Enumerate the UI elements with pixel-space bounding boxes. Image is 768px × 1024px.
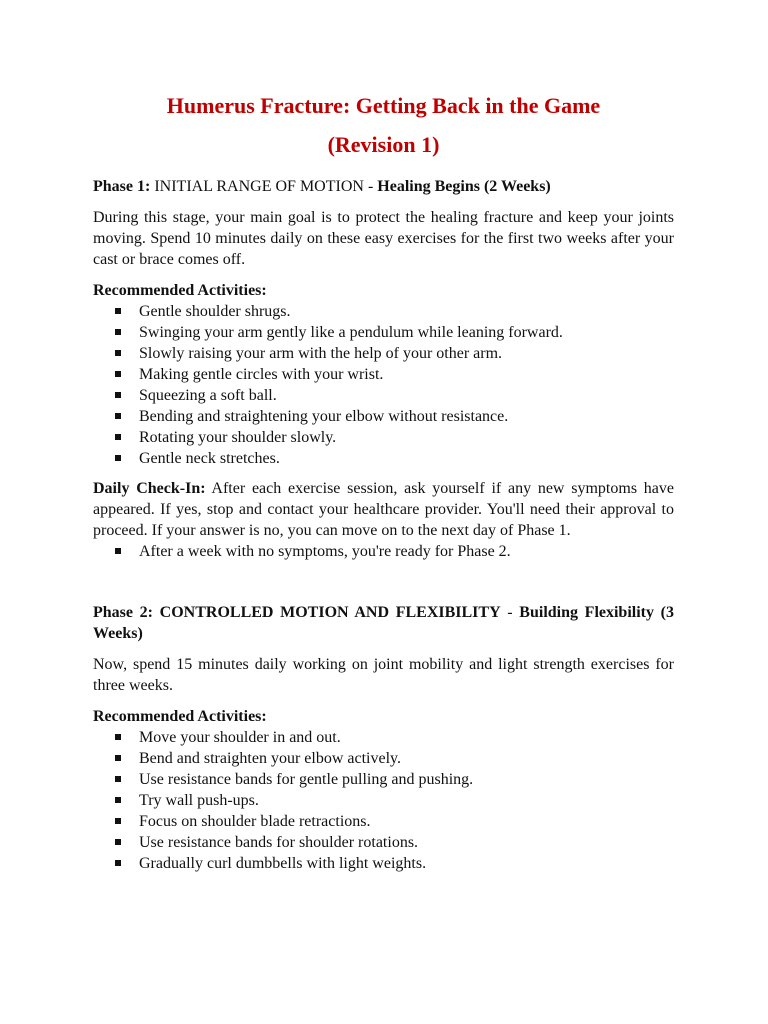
list-item: Try wall push-ups.	[93, 790, 674, 811]
list-item: Use resistance bands for gentle pulling and pushing.	[93, 769, 674, 790]
checkin-label: Daily Check-In:	[93, 480, 206, 497]
phase1-activities-list	[93, 301, 674, 469]
list-item: Bend and straighten your elbow actively.	[93, 748, 674, 769]
bullet-icon	[115, 329, 121, 335]
bullet-icon	[115, 392, 121, 398]
phase1-heading	[93, 176, 674, 197]
list-item: Gentle shoulder shrugs.	[93, 301, 674, 322]
bullet-icon	[115, 455, 121, 461]
bullet-icon	[115, 776, 121, 782]
phase2-activities-list	[93, 727, 674, 874]
phase2-activities-heading: Recommended Activities:	[93, 708, 267, 725]
document-title	[93, 86, 674, 164]
list-item: Squeezing a soft ball.	[93, 385, 674, 406]
phase2-intro: Now, spend 15 minutes daily working on joint mobility and light strength exercises for three weeks.	[93, 656, 674, 694]
list-item: Making gentle circles with your wrist.	[93, 364, 674, 385]
phase1-note-list	[93, 541, 674, 562]
checkin-text: After each exercise session, ask yourself if any new symptoms have appeared. If yes, stop and contact your healthcare provider. You'll need their approval to proceed. If your answer is no, you can move on to the next day of Phase 1.	[93, 480, 675, 539]
list-item: Use resistance bands for shoulder rotations.	[93, 832, 674, 853]
bullet-icon	[115, 839, 121, 845]
bullet-icon	[115, 734, 121, 740]
list-item: Gentle neck stretches.	[93, 448, 674, 469]
list-item: After a week with no symptoms, you're ready for Phase 2.	[93, 541, 674, 562]
list-item: Slowly raising your arm with the help of your other arm.	[93, 343, 674, 364]
phase1-checkin	[93, 478, 674, 541]
list-item: Swinging your arm gently like a pendulum while leaning forward.	[93, 322, 674, 343]
title-line-2: (Revision 1)	[327, 132, 440, 157]
phase2-heading-main: Phase 2: CONTROLLED MOTION AND FLEXIBILITY	[93, 604, 501, 621]
phase1-heading-prefix: Phase 1:	[93, 178, 155, 195]
bullet-icon	[115, 434, 121, 440]
bullet-icon	[115, 371, 121, 377]
bullet-icon	[115, 755, 121, 761]
phase2-heading-sep: -	[500, 604, 520, 621]
phase2-heading	[93, 602, 674, 644]
document-page	[93, 86, 674, 874]
phase1-activities-heading: Recommended Activities:	[93, 282, 267, 299]
phase1-intro: During this stage, your main goal is to protect the healing fracture and keep your joints moving. Spend 10 minutes daily on these easy exercises for the first two weeks after your cast or brace comes off.	[93, 209, 674, 268]
bullet-icon	[115, 548, 121, 554]
bullet-icon	[115, 413, 121, 419]
bullet-icon	[115, 797, 121, 803]
list-item: Focus on shoulder blade retractions.	[93, 811, 674, 832]
bullet-icon	[115, 308, 121, 314]
phase1-heading-sep: -	[363, 178, 378, 195]
title-line-1: Humerus Fracture: Getting Back in the Game	[166, 93, 601, 118]
phase1-heading-suffix: Healing Begins (2 Weeks)	[377, 178, 551, 195]
bullet-icon	[115, 860, 121, 866]
bullet-icon	[115, 818, 121, 824]
list-item: Rotating your shoulder slowly.	[93, 427, 674, 448]
phase2-heading-suffix: Building Flexibility (3 Weeks)	[93, 604, 674, 642]
phase1-heading-name: INITIAL RANGE OF MOTION	[154, 178, 364, 195]
bullet-icon	[115, 350, 121, 356]
list-item: Gradually curl dumbbells with light weights.	[93, 853, 674, 874]
list-item: Move your shoulder in and out.	[93, 727, 674, 748]
list-item: Bending and straightening your elbow without resistance.	[93, 406, 674, 427]
